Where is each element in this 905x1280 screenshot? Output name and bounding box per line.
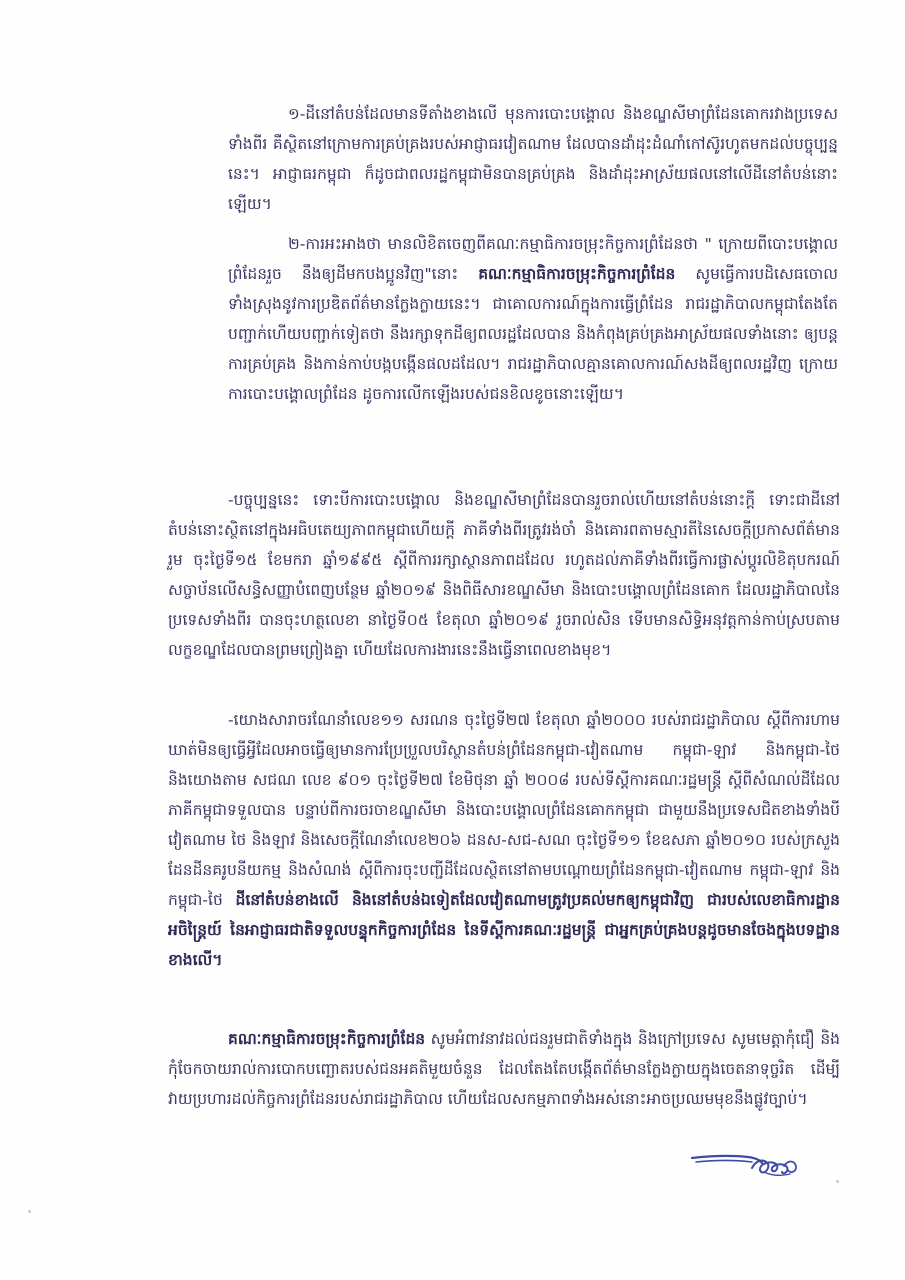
speck-mark [836, 1180, 839, 1183]
paragraph-3 [168, 485, 840, 665]
paragraph-5 [168, 1024, 840, 1114]
paragraph-2 [228, 229, 838, 409]
paragraph-5-text: សូមអំពាវនាវដល់ជនរួមជាតិទាំងក្នុង និងក្រៅប្រទេស សូមមេត្តាកុំជឿ និងកុំចែកចាយរាល់ការបោកបញ្ឆោតរបស់ជនអគតិមួយចំនួន ដែលតែងតែបង្កើតព័ត៌មានក្លែងក្លាយក្នុងចេតនាទុច្ចរិត ដើម្បីវាយប្រហារដល់កិច្ចការព្រំដែនរបស់រាជរដ្ឋាភិបាល ហើយដែលសកម្មភាពទាំងអស់នោះអាចប្រឈមមុខនឹងផ្លូវច្បាប់។ [168, 1030, 840, 1108]
paragraph-3-text: -បច្ចុប្បន្ននេះ ទោះបីការបោះបង្គោល និងខណ្ឌសីមាព្រំដែនបានរួចរាល់ហើយនៅតំបន់នោះក្តី ទោះជាដីនៅតំបន់នោះស្ថិតនៅក្នុងអធិបតេយ្យភាពកម្ពុជាហើយក្តី ភាគីទាំងពីរត្រូវរង់ចាំ និងគោរពតាមស្មារតីនៃសេចក្តីប្រកាសព័ត៌មានរួម ចុះថ្ងៃទី១៥ ខែមករា ឆ្នាំ១៩៩៥ ស្តីពីការរក្សាស្ថានភាពដដែល រហូតដល់ភាគីទាំងពីរធ្វើការផ្លាស់ប្តូរលិខិតុបករណ៍សច្ចាប័នលើសន្ធិសញ្ញាបំពេញបន្ថែម ឆ្នាំ២០១៩ និងពិធីសារខណ្ឌសីមា និងបោះបង្គោលព្រំដែនគោក ដែលរដ្ឋាភិបាលនៃប្រទេសទាំងពីរ បានចុះហត្ថលេខា នាថ្ងៃទី០៥ ខែតុលា ឆ្នាំ២០១៩ រួចរាល់សិន ទើបមានសិទ្ធិអនុវត្តកាន់កាប់ស្របតាមលក្ខខណ្ឌដែលបានព្រមព្រៀងគ្នា ហើយដែលការងារនេះនឹងធ្វើនាពេលខាងមុខ។ [168, 491, 840, 659]
handwritten-signature-icon [690, 1142, 800, 1182]
committee-name-bold-2: គណៈកម្មាធិការចម្រុះកិច្ចការព្រំដែន [228, 1030, 426, 1048]
paragraph-4-bold: ដីនៅតំបន់ខាងលើ និងនៅតំបន់ឯទៀតដែលវៀតណាមត្រូវប្រគល់មកឲ្យកម្ពុជាវិញ ជារបស់លេខាធិការដ្ឋានអចិន្ត្រៃយ៍ នៃអាជ្ញាធរជាតិទទួលបន្ទុកកិច្ចការព្រំដែន នៃទីស្តីការគណៈរដ្ឋមន្ត្រី ជាអ្នកគ្រប់គ្រងបន្តដូចមានចែងក្នុងបទដ្ឋានខាងលើ។ [168, 891, 841, 969]
paragraph-4-text-a: -យោងសារាចរណែនាំលេខ១១ សរណន ចុះថ្ងៃទី២៧ ខែតុលា ឆ្នាំ២០០០ របស់រាជរដ្ឋាភិបាល ស្តីពីការហាមឃាត់មិនឲ្យធ្វើអ្វីដែលអាចធ្វើឲ្យមានការប្រែប្រួលបរិស្ថានតំបន់ព្រំដែនកម្ពុជា-វៀតណាម កម្ពុជា-ឡាវ និងកម្ពុជា-ថៃ និងយោងតាម សជណ លេខ ៩០១ ចុះថ្ងៃទី២៧ ខែមិថុនា ឆ្នាំ ២០០៨ របស់ទីស្តីការគណៈរដ្ឋមន្ត្រី ស្តីពីសំណល់ដីដែលភាគីកម្ពុជាទទួលបាន បន្ទាប់ពីការចរចាខណ្ឌសីមា និងបោះបង្គោលព្រំដែនគោកកម្ពុជា ជាមួយនឹងប្រទេសជិតខាងទាំងបី វៀតណាម ថៃ និងឡាវ និងសេចក្តីណែនាំលេខ២០៦ ដនស-សជ-សណ ចុះថ្ងៃទី១១ ខែឧសភា ឆ្នាំ២០១០ របស់ក្រសួងដែនដីនគរូបនីយកម្ម និងសំណង់ ស្តីពីការចុះបញ្ជីដីដែលស្ថិតនៅតាមបណ្តោយព្រំដែនកម្ពុជា-វៀតណាម កម្ពុជា-ឡាវ និងកម្ពុជា-ថៃ [168, 711, 840, 909]
paragraph-1 [228, 99, 838, 219]
committee-name-bold: គណៈកម្មាធិការចម្រុះកិច្ចការព្រំដែន [478, 265, 676, 283]
paragraph-2-text-b: សូមធ្វើការបដិសេធចោលទាំងស្រុងនូវការប្រឌិតព័ត៌មានក្លែងក្លាយនេះ។ ជាគោលការណ៍ក្នុងការធ្វើព្រំដែន រាជរដ្ឋាភិបាលកម្ពុជាតែងតែបញ្ជាក់ហើយបញ្ជាក់ទៀតថា នឹងរក្សាទុកដីឲ្យពលរដ្ឋដែលបាន និងកំពុងគ្រប់គ្រងអាស្រ័យផលទាំងនោះ ឲ្យបន្តការគ្រប់គ្រង និងកាន់កាប់បង្កបង្កើនផលដដែល។ រាជរដ្ឋាភិបាលគ្មានគោលការណ៍សងដីឲ្យពលរដ្ឋវិញ ក្រោយការបោះបង្គោលព្រំដែន ដូចការលើកឡើងរបស់ជនខិលខូចនោះឡើយ។ [228, 265, 839, 403]
paragraph-1-text: ១-ដីនៅតំបន់ដែលមានទីតាំងខាងលើ មុនការបោះបង្គោល និងខណ្ឌសីមាព្រំដែនគោករវាងប្រទេសទាំងពីរ គឺស្ថិតនៅក្រោមការគ្រប់គ្រងរបស់អាជ្ញាធរវៀតណាម ដែលបានដាំដុះដំណាំកៅស៊ូរហូតមកដល់បច្ចុប្បន្ននេះ។ អាជ្ញាធរកម្ពុជា ក៏ដូចជាពលរដ្ឋកម្ពុជាមិនបានគ្រប់គ្រង និងដាំដុះអាស្រ័យផលនៅលើដីនៅតំបន់នោះឡើយ។ [228, 105, 838, 213]
speck-mark [28, 1210, 31, 1213]
paragraph-2-text-a: ២-ការអះអាងថា មានលិខិតចេញពីគណៈកម្មាធិការចម្រុះកិច្ចការព្រំដែនថា " ក្រោយពីបោះបង្គោលព្រំដែនរួច នឹងឲ្យដីមកបងប្អូនវិញ"នោះ [228, 235, 838, 283]
paragraph-4 [168, 705, 840, 975]
